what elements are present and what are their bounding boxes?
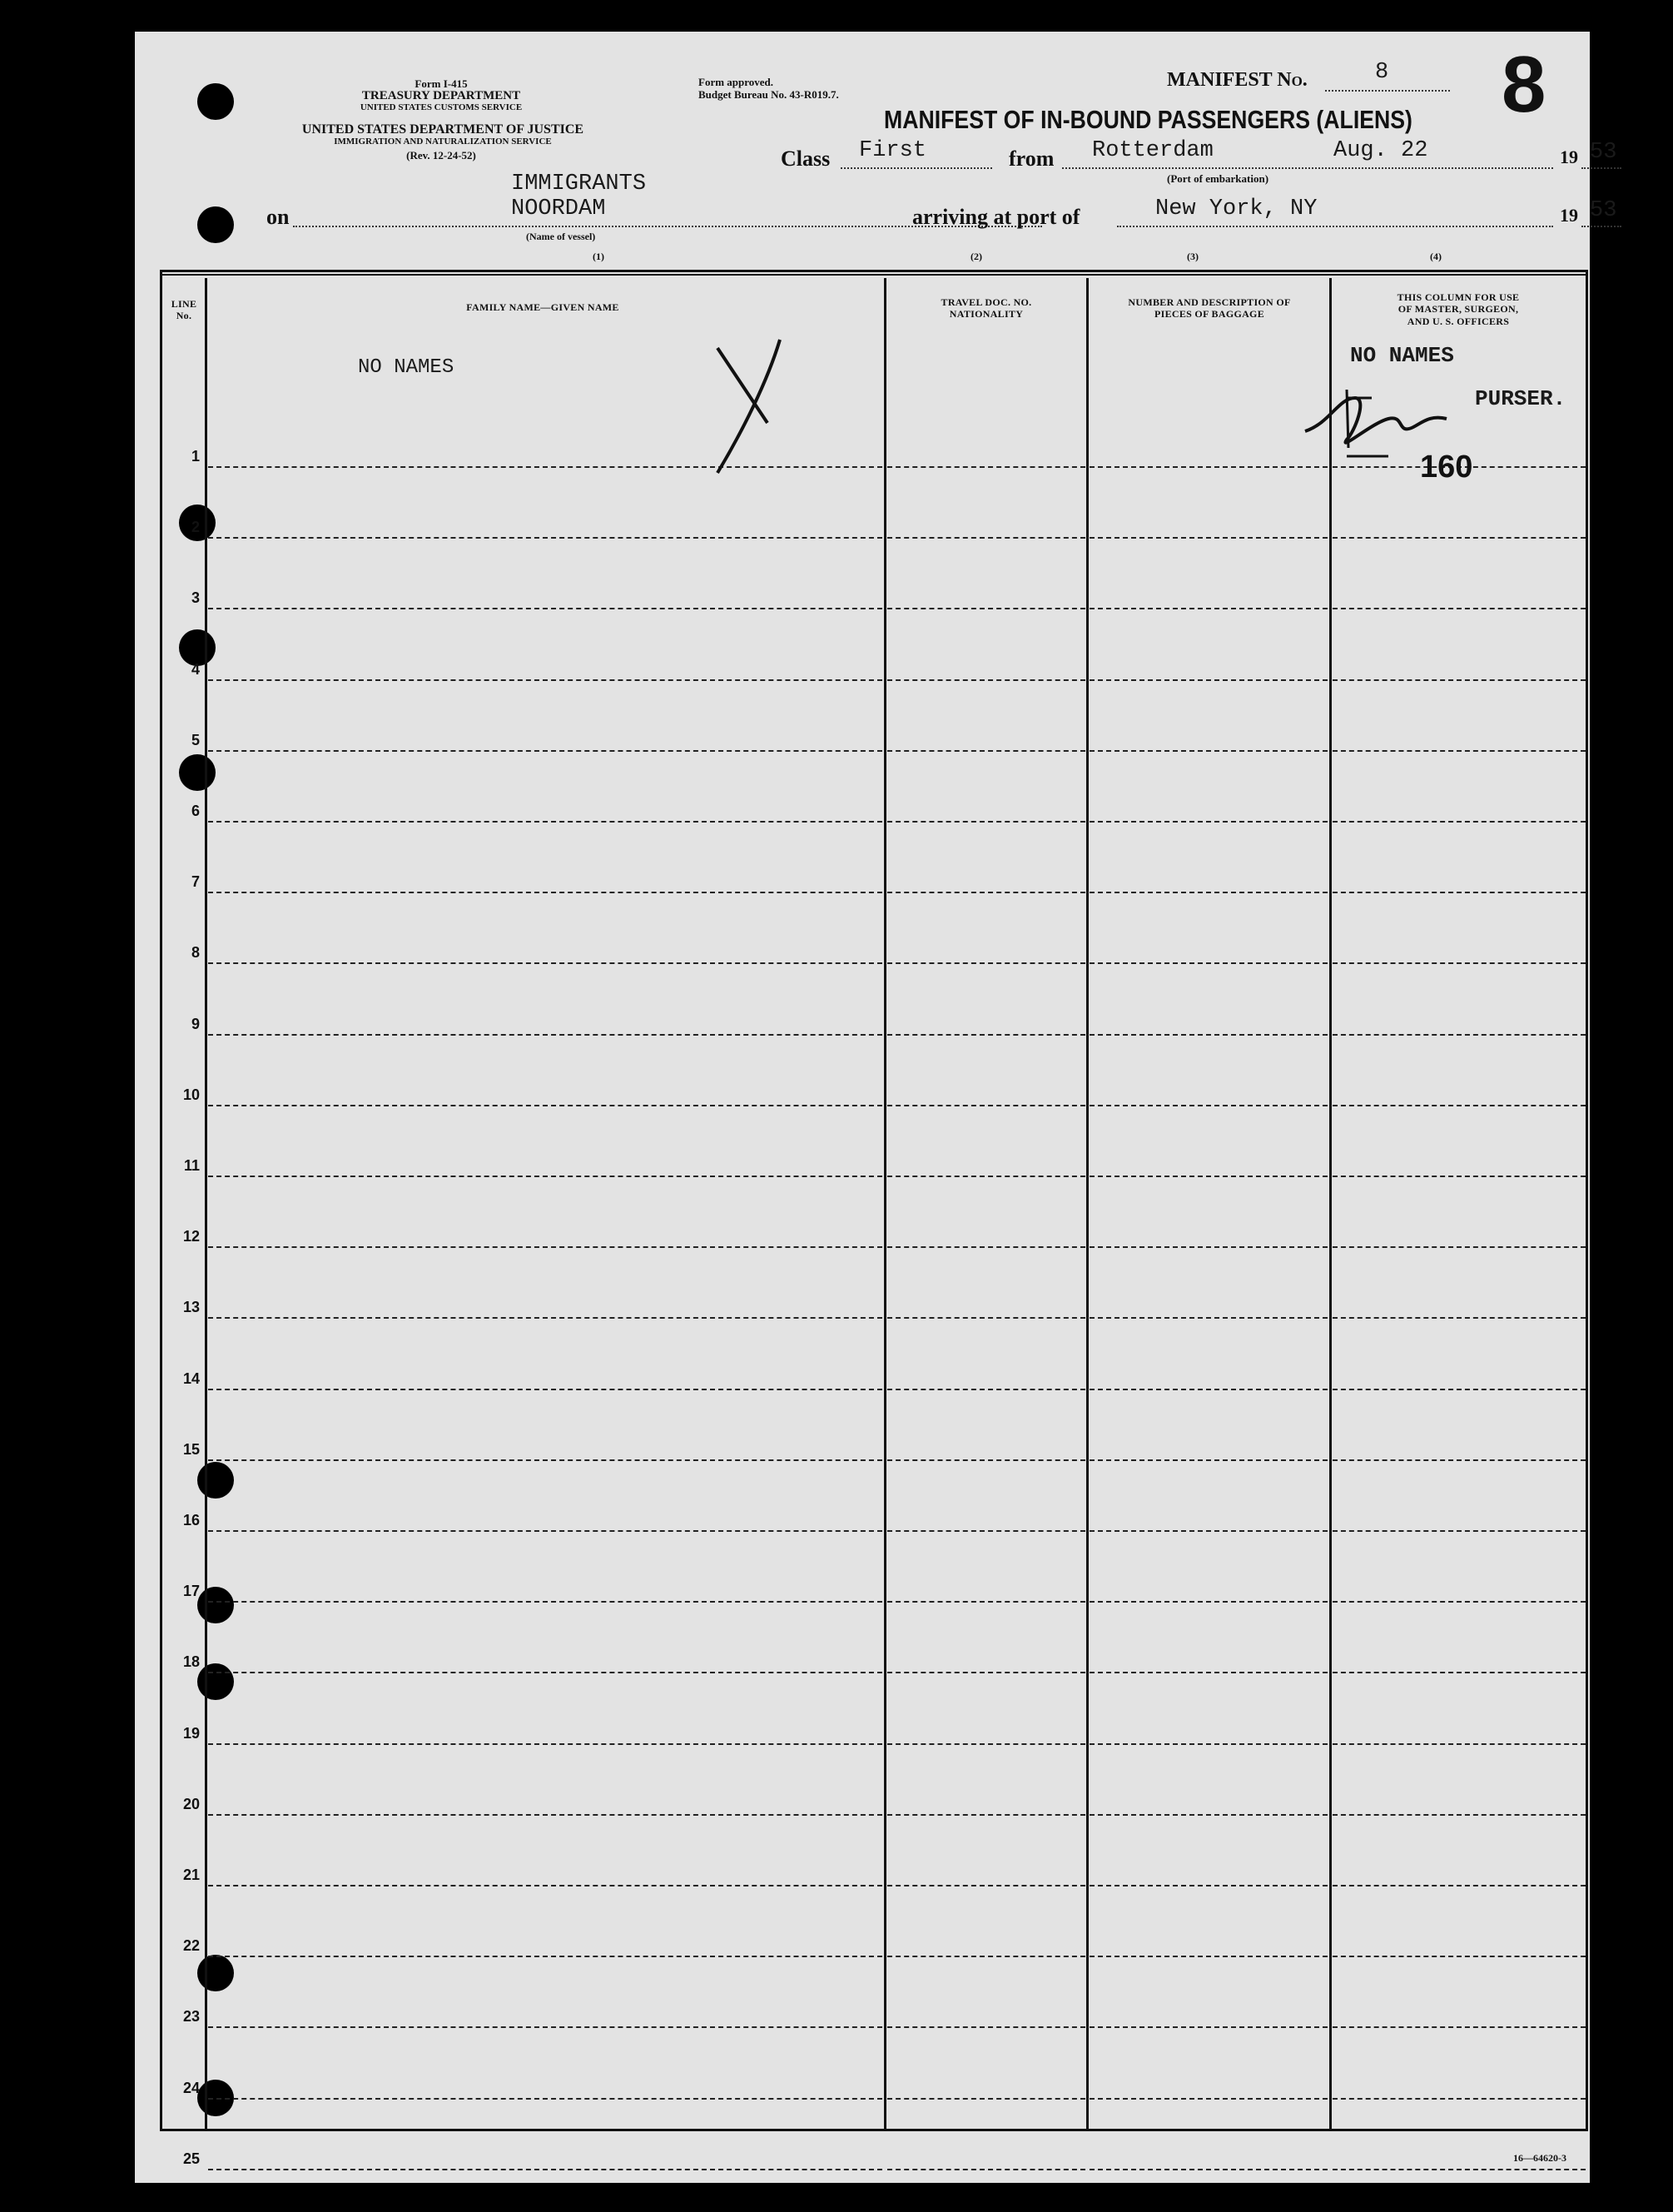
table-row-line <box>208 1743 882 1745</box>
table-row-line <box>1333 1672 1586 1673</box>
class-label: Class <box>781 147 831 171</box>
manifest-page <box>135 32 1617 2183</box>
printing-code: 16—64620-3 <box>1513 2152 1566 2164</box>
table-row-line <box>1333 1246 1586 1248</box>
class-field <box>841 167 992 169</box>
vessel-annotation: IMMIGRANTS <box>511 171 647 196</box>
manifest-title: MANIFEST OF IN-BOUND PASSENGERS (ALIENS) <box>884 105 1412 134</box>
table-row-line <box>887 1176 1085 1177</box>
line-number: 22 <box>182 1937 200 1954</box>
table-row-line <box>208 821 882 823</box>
officers-header-text: OF MASTER, SURGEON, <box>1397 303 1519 316</box>
line-number: 12 <box>182 1228 200 1245</box>
purser-label: PURSER. <box>1475 386 1566 411</box>
table-row-line <box>208 1105 882 1106</box>
customs-service: UNITED STATES CUSTOMS SERVICE <box>360 102 523 112</box>
table-row-line <box>887 1743 1085 1745</box>
table-row-line <box>1090 2169 1328 2170</box>
table-row-line <box>1333 1885 1586 1886</box>
table-row-line <box>1090 892 1328 893</box>
line-number: 14 <box>182 1370 200 1387</box>
treasury-department: TREASURY DEPARTMENT <box>361 89 521 102</box>
table-row-line <box>887 2169 1085 2170</box>
table-row-line <box>1333 1105 1586 1106</box>
table-row-line <box>1333 2026 1586 2028</box>
line-number-header <box>163 298 205 322</box>
column-divider <box>205 278 207 2131</box>
table-row-line <box>1333 1317 1586 1319</box>
no-names-entry: NO NAMES <box>358 356 454 379</box>
table-row-line <box>887 466 1085 468</box>
table-row-line <box>1333 679 1586 681</box>
table-row-line <box>887 1601 1085 1603</box>
column-number: (3) <box>1187 251 1199 262</box>
table-row-line <box>208 1389 882 1390</box>
table-row-line <box>1090 1814 1328 1816</box>
form-approved: Form approved. <box>698 76 774 88</box>
table-row-line <box>887 1034 1085 1036</box>
table-row-line <box>1090 2026 1328 2028</box>
table-row-line <box>887 962 1085 964</box>
travel-doc-header <box>887 296 1085 321</box>
line-number: 23 <box>182 2008 200 2025</box>
column-number: (1) <box>593 251 604 262</box>
table-row-line <box>1090 1176 1328 1177</box>
table-row-line <box>1090 1317 1328 1319</box>
line-number: 10 <box>182 1086 200 1103</box>
table-row-line <box>208 1034 882 1036</box>
year-suffix: 53 <box>1590 198 1617 223</box>
table-row-line <box>1333 1034 1586 1036</box>
table-row-line <box>208 2026 882 2028</box>
from-label: from <box>1009 147 1055 171</box>
table-row-line <box>1333 1176 1586 1177</box>
table-row-line <box>1333 892 1586 893</box>
line-number: 4 <box>191 661 200 678</box>
manifest-number-value: 8 <box>1375 60 1389 85</box>
passenger-count: 160 <box>1420 450 1473 485</box>
line-number: 13 <box>182 1299 200 1315</box>
nationality-text: NATIONALITY <box>949 308 1024 321</box>
table-row-line <box>1090 1672 1328 1673</box>
table-row-line <box>887 892 1085 893</box>
table-row-line <box>1333 1601 1586 1603</box>
line-number: 20 <box>182 1796 200 1812</box>
table-row-line <box>208 1814 882 1816</box>
table-row-line <box>1333 1530 1586 1532</box>
line-number: 18 <box>182 1653 200 1670</box>
table-row-line <box>208 2169 882 2170</box>
table-row-line <box>887 1105 1085 1106</box>
table-row-line <box>208 892 882 893</box>
table-row-line <box>208 1956 882 1957</box>
table-row-line <box>208 750 882 752</box>
table-row-line <box>208 1601 882 1603</box>
revision-date: (Rev. 12-24-52) <box>406 149 476 162</box>
on-label: on <box>266 205 290 229</box>
table-row-line <box>1333 2169 1586 2170</box>
line-number: 16 <box>182 1512 200 1529</box>
arriving-field <box>1117 226 1553 227</box>
officers-header <box>1333 291 1583 327</box>
line-header-text: LINE <box>171 298 197 310</box>
table-row-line <box>1090 466 1328 468</box>
table-row-line <box>887 1246 1085 1248</box>
port-of-arrival-value: New York, NY <box>1155 196 1318 221</box>
department-of-justice: UNITED STATES DEPARTMENT OF JUSTICE <box>301 122 584 137</box>
table-row-line <box>1090 1530 1328 1532</box>
class-value: First <box>859 138 927 163</box>
travel-doc-text: TRAVEL DOC. NO. <box>941 296 1032 308</box>
year-suffix: 53 <box>1590 140 1617 165</box>
table-row-line <box>208 1672 882 1673</box>
vessel-caption: (Name of vessel) <box>526 231 596 242</box>
column-number: (4) <box>1430 251 1442 262</box>
table-row-line <box>887 1389 1085 1390</box>
table-row-line <box>1090 537 1328 539</box>
stamped-manifest-number: 8 <box>1502 40 1546 129</box>
table-row-line <box>1090 962 1328 964</box>
table-row-line <box>208 1530 882 1532</box>
table-row-line <box>1090 750 1328 752</box>
line-number: 21 <box>182 1867 200 1883</box>
table-row-line <box>1090 1956 1328 1957</box>
column-divider <box>1086 278 1089 2131</box>
table-row-line <box>1090 2098 1328 2100</box>
line-number: 2 <box>191 519 200 535</box>
line-header-text: No. <box>176 310 192 322</box>
line-number: 3 <box>191 589 200 606</box>
arriving-label: arriving at port of <box>912 205 1080 229</box>
table-row-line <box>1333 1743 1586 1745</box>
table-row-line <box>208 962 882 964</box>
table-row-line <box>887 1317 1085 1319</box>
table-row-line <box>1333 1814 1586 1816</box>
table-row-line <box>208 1885 882 1886</box>
officer-no-names-entry: NO NAMES <box>1350 343 1454 368</box>
year-prefix: 19 <box>1560 147 1578 167</box>
budget-bureau: Budget Bureau No. 43-R019.7. <box>698 88 839 101</box>
table-row-line <box>1090 1885 1328 1886</box>
table-row-line <box>1090 1246 1328 1248</box>
baggage-header <box>1090 296 1328 321</box>
manifest-number-field <box>1325 90 1450 92</box>
table-row-line <box>887 2098 1085 2100</box>
line-number: 5 <box>191 732 200 748</box>
line-number: 24 <box>182 2080 200 2096</box>
port-of-embarkation-value: Rotterdam <box>1092 138 1214 163</box>
table-row-line <box>887 821 1085 823</box>
table-rule <box>160 274 1588 276</box>
table-row-line <box>1090 821 1328 823</box>
table-row-line <box>208 679 882 681</box>
table-row-line <box>887 1459 1085 1461</box>
column-number: (2) <box>971 251 982 262</box>
form-number: Form I-415 <box>415 77 468 90</box>
table-row-line <box>1090 1743 1328 1745</box>
table-row-line <box>1090 608 1328 609</box>
table-row-line <box>887 608 1085 609</box>
line-number: 7 <box>191 873 200 890</box>
table-row-line <box>208 1317 882 1319</box>
line-number: 15 <box>182 1441 200 1458</box>
table-row-line <box>1333 1956 1586 1957</box>
table-row-line <box>1333 821 1586 823</box>
line-number: 6 <box>191 803 200 819</box>
line-number: 11 <box>183 1157 200 1174</box>
punch-hole <box>197 83 234 120</box>
table-row-line <box>208 1176 882 1177</box>
column-divider <box>1329 278 1332 2131</box>
table-row-line <box>1090 1459 1328 1461</box>
purser-signature <box>1297 373 1472 465</box>
table-row-line <box>1333 608 1586 609</box>
table-row-line <box>887 750 1085 752</box>
table-row-line <box>1333 750 1586 752</box>
from-field <box>1062 167 1553 169</box>
table-row-line <box>1090 1034 1328 1036</box>
table-row-line <box>887 679 1085 681</box>
table-row-line <box>887 1956 1085 1957</box>
departure-date-value: Aug. 22 <box>1333 138 1428 163</box>
table-row-line <box>208 608 882 609</box>
manifest-number-label: MANIFEST No. <box>1167 69 1308 91</box>
table-row-line <box>208 537 882 539</box>
port-embarkation-caption: (Port of embarkation) <box>1167 172 1269 185</box>
line-number: 8 <box>191 944 200 961</box>
immigration-service: IMMIGRATION AND NATURALIZATION SERVICE <box>334 137 552 147</box>
passenger-table <box>160 270 1588 2131</box>
table-row-line <box>887 1530 1085 1532</box>
year-prefix: 19 <box>1560 205 1578 226</box>
table-row-line <box>208 1246 882 1248</box>
officers-header-text: THIS COLUMN FOR USE <box>1397 291 1520 303</box>
line-number: 1 <box>191 448 200 465</box>
table-row-line <box>208 2098 882 2100</box>
table-row-line <box>1090 1389 1328 1390</box>
year-field <box>1581 226 1621 227</box>
table-row-line <box>1090 1105 1328 1106</box>
baggage-header-text: NUMBER AND DESCRIPTION OF <box>1128 296 1291 308</box>
line-number: 17 <box>182 1583 200 1599</box>
line-number: 9 <box>191 1016 200 1032</box>
table-row-line <box>887 1885 1085 1886</box>
year-field <box>1581 167 1621 169</box>
line-number: 25 <box>182 2150 200 2167</box>
family-name-header: FAMILY NAME—GIVEN NAME <box>466 301 619 313</box>
table-row-line <box>1333 537 1586 539</box>
table-row-line <box>1090 679 1328 681</box>
table-row-line <box>887 2026 1085 2028</box>
table-row-line <box>208 1459 882 1461</box>
vessel-name-value: NOORDAM <box>511 196 606 221</box>
table-row-line <box>1333 962 1586 964</box>
line-number: 19 <box>182 1725 200 1742</box>
table-row-line <box>1090 1601 1328 1603</box>
table-row-line <box>887 1814 1085 1816</box>
punch-hole <box>197 206 234 243</box>
table-row-line <box>887 1672 1085 1673</box>
table-row-line <box>1333 1389 1586 1390</box>
table-row-line <box>1333 1459 1586 1461</box>
table-row-line <box>887 537 1085 539</box>
officers-header-text: AND U. S. OFFICERS <box>1407 315 1510 327</box>
table-row-line <box>1333 2098 1586 2100</box>
handwritten-x-mark <box>701 331 792 481</box>
column-divider <box>884 278 886 2131</box>
baggage-header-text: PIECES OF BAGGAGE <box>1154 308 1264 321</box>
